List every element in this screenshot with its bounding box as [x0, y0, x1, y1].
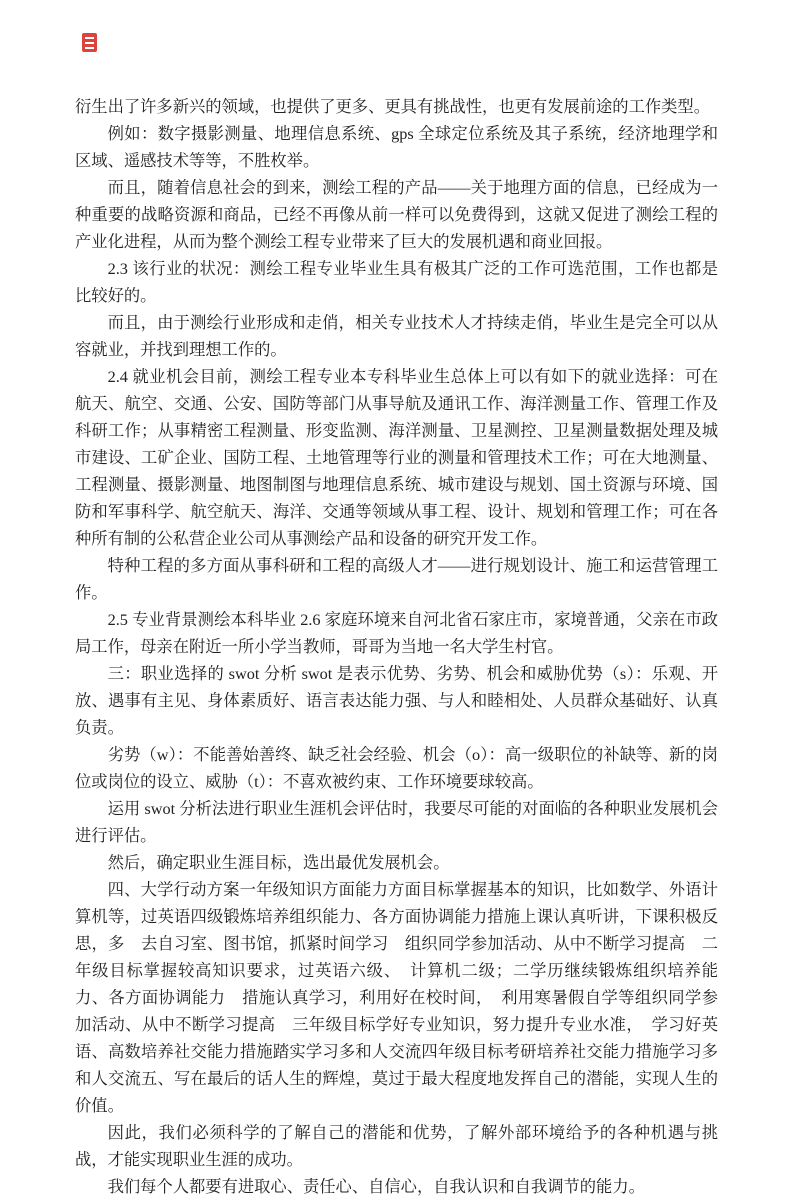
- paragraph: 运用 swot 分析法进行职业生涯机会评估时，我要尽可能的对面临的各种职业发展机会进行评估。: [75, 799, 718, 845]
- paragraph: 劣势（w）：不能善始善终、缺乏社会经验、机会（o）：高一级职位的补缺等、新的岗位或岗位的设立、威胁（t）：不喜欢被约束、工作环境要球较高。: [75, 745, 718, 791]
- paragraph: 2.3 该行业的状况：测绘工程专业毕业生具有极其广泛的工作可选范围，工作也都是比较好的。: [75, 259, 718, 305]
- stamp-glyph: [85, 37, 94, 39]
- paragraph: 2.4 就业机会目前，测绘工程专业本专科毕业生总体上可以有如下的就业选择：可在航天、航空、交通、公安、国防等部门从事导航及通讯工作、海洋测量工作、管理工作及科研工作；从事精密工程测量、形变监测、海洋测量、卫星测控、卫星测量数据处理及城市建设、工矿企业、国防工程、土地管理等行业的测量和管理技术工作；可在大地测量、工程测量、摄影测量、地图制图与地理信息系统、城市建设与规划、国土资源与环境、国防和军事科学、航空航天、海洋、交通等领域从事工程、设计、规划和管理工作；可在各种所有制的公私营企业公司从事测绘产品和设备的研究开发工作。: [75, 367, 718, 548]
- paragraph: 三：职业选择的 swot 分析 swot 是表示优势、劣势、机会和威胁优势（s）：乐观、开放、遇事有主见、身体素质好、语言表达能力强、与人和睦相处、人员群众基础好、认真负责。: [75, 664, 718, 737]
- paragraph: 而且，由于测绘行业形成和走俏，相关专业技术人才持续走俏，毕业生是完全可以从容就业，并找到理想工作的。: [75, 313, 718, 359]
- paragraph: 例如：数字摄影测量、地理信息系统、gps 全球定位系统及其子系统，经济地理学和区域、遥感技术等等，不胜枚举。: [75, 124, 718, 170]
- paragraph: 然后，确定职业生涯目标，选出最优发展机会。: [107, 853, 450, 872]
- paragraph: 因此，我们必须科学的了解自己的潜能和优势，了解外部环境给予的各种机遇与挑战，才能实现职业生涯的成功。: [75, 1123, 718, 1169]
- paragraph: 特种工程的多方面从事科研和工程的高级人才——进行规划设计、施工和运营管理工作。: [75, 556, 718, 602]
- red-stamp-icon: [82, 33, 97, 52]
- document-body: [75, 93, 718, 1200]
- paragraph: 我们每个人都要有进取心、责任心、自信心，自我认识和自我调节的能力。: [107, 1177, 645, 1196]
- paragraph: 而且，随着信息社会的到来，测绘工程的产品——关于地理方面的信息，已经成为一种重要的战略资源和商品，已经不再像从前一样可以免费得到，这就又促进了测绘工程的产业化进程，从而为整个测绘工程专业带来了巨大的发展机遇和商业回报。: [75, 178, 718, 251]
- paragraph: 四、大学行动方案一年级知识方面能力方面目标掌握基本的知识，比如数学、外语计算机等，过英语四级锻炼培养组织能力、各方面协调能力措施上课认真听讲，下课积极反思，多 去自习室、图书馆，抓紧时间学习 组织同学参加活动、从中不断学习提高 二年级目标掌握较高知识要求，过英语六级、 计算机二级；二学历继续锻炼组织培养能力、各方面协调能力 措施认真学习，利用好在校时间， 利用寒暑假自学等组织同学参加活动、从中不断学习提高 三年级目标学好专业知识，努力提升专业水准， 学习好英语、高数培养社交能力措施踏实学习多和人交流四年级目标考研培养社交能力措施学习多和人交流五、写在最后的话人生的辉煌，莫过于最大程度地发挥自己的潜能，实现人生的价值。: [75, 880, 718, 1115]
- paragraph: 2.5 专业背景测绘本科毕业 2.6 家庭环境来自河北省石家庄市，家境普通，父亲在市政局工作，母亲在附近一所小学当教师，哥哥为当地一名大学生村官。: [75, 610, 718, 656]
- paragraph: 衍生出了许多新兴的领域，也提供了更多、更具有挑战性，也更有发展前途的工作类型。: [75, 97, 710, 116]
